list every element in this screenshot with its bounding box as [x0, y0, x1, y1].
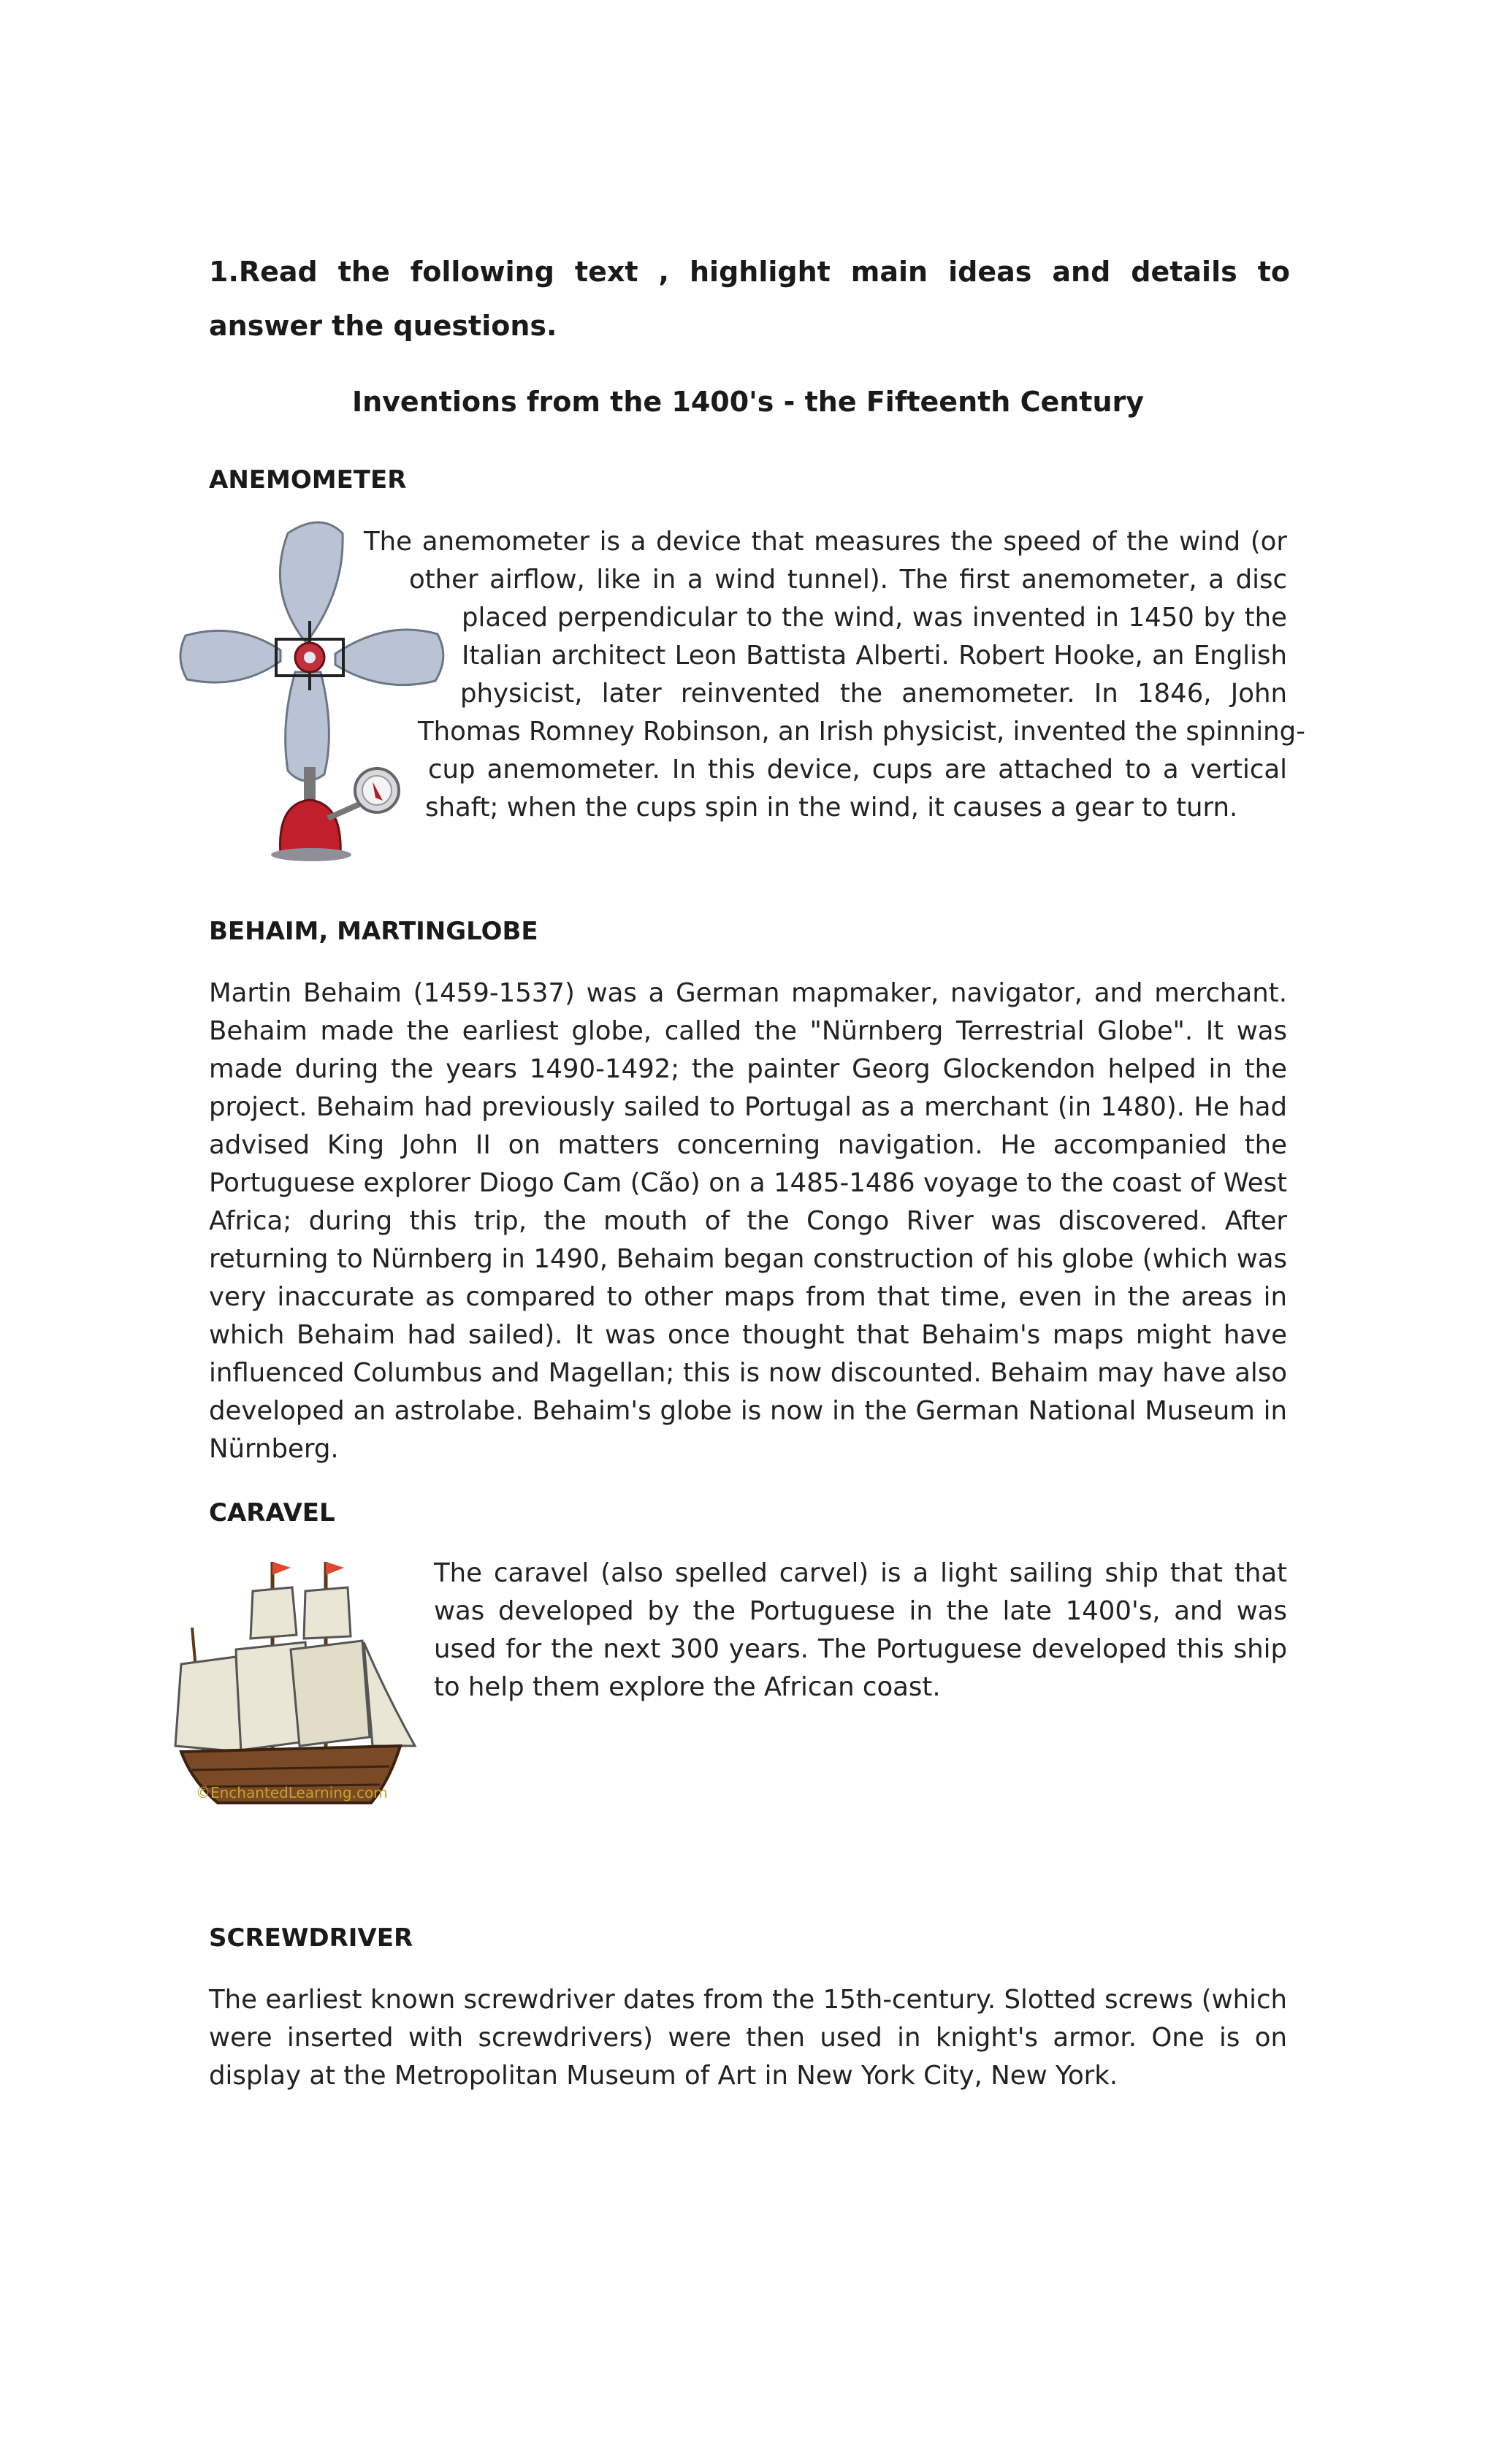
caravel-image-credit: ©EnchantedLearning.com: [196, 1784, 388, 1801]
caravel-ship-icon: [167, 1555, 422, 1810]
screwdriver-paragraph: The earliest known screwdriver dates from the 15th-century. Slotted screws (which were inserted with screwdrivers) were then used in knight's armor. One is on display at the Metropolitan Museum of Art in New York City, New York.: [209, 1985, 1287, 2091]
anemometer-line-7: cup anemometer. In this device, cups are attached to a vertical: [428, 755, 1287, 785]
anemometer-paragraph: [0, 523, 1305, 827]
anemometer-line-8: shaft; when the cups spin in the wind, it causes a gear to turn.: [425, 793, 1238, 823]
anemometer-line-5: physicist, later reinvented the anemometer. In 1846, John: [460, 679, 1287, 709]
anemometer-line-4: Italian architect Leon Battista Alberti. Robert Hooke, an English: [462, 641, 1287, 671]
caravel-paragraph: The caravel (also spelled carvel) is a light sailing ship that that was developed by the Portuguese in the late 1400's, and was used for the next 300 years. The Portuguese developed this ship to help them explore the African coast.: [434, 1558, 1287, 1702]
page-title: Inventions from the 1400's - the Fifteenth Century: [351, 386, 1145, 418]
heading-screwdriver: SCREWDRIVER: [209, 1923, 413, 1953]
heading-anemometer: ANEMOMETER: [209, 465, 407, 495]
instruction-text: 1.Read the following text , highlight main ideas and details to answer the questions.: [209, 256, 1290, 342]
anemometer-line-3: placed perpendicular to the wind, was invented in 1450 by the: [462, 603, 1287, 633]
heading-caravel: CARAVEL: [209, 1498, 335, 1527]
anemometer-line-2: other airflow, like in a wind tunnel). The first anemometer, a disc: [409, 565, 1287, 595]
heading-behaim: BEHAIM, MARTINGLOBE: [209, 917, 538, 946]
behaim-paragraph: Martin Behaim (1459-1537) was a German mapmaker, navigator, and merchant. Behaim made the earliest globe, called the "Nürnberg Terrestrial Globe". It was made during the years 1490-1492; the painter Georg Glockendon helped in the project. Behaim had previously sailed to Portugal as a merchant (in 1480). He had advised King John II on matters concerning navigation. He accompanied the Portuguese explorer Diogo Cam (Cão) on a 1485-1486 voyage to the coast of West Africa; during this trip, the mouth of the Congo River was discovered. After returning to Nürnberg in 1490, Behaim began construction of his globe (which was very inaccurate as compared to other maps from that time, even in the areas in which Behaim had sailed). It was once thought that Behaim's maps might have influenced Columbus and Magellan; this is now discounted. Behaim may have also developed an astrolabe. Behaim's globe is now in the German National Museum in Nürnberg.: [209, 978, 1287, 1464]
anemometer-line-1: The anemometer is a device that measures the speed of the wind (or: [364, 527, 1287, 557]
anemometer-line-6: Thomas Romney Robinson, an Irish physicist, invented the spinning-: [418, 717, 1305, 747]
